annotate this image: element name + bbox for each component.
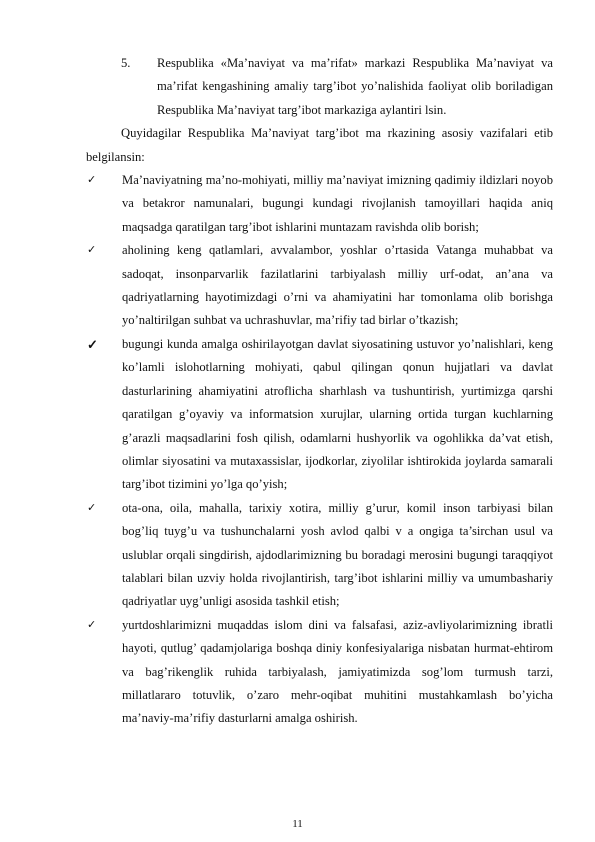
page-number: 11	[292, 818, 303, 830]
list-item	[86, 333, 553, 497]
checkmark-icon: ✓	[87, 336, 98, 352]
paragraph-text: Respublika «Ma’naviyat va ma’rifat» markazi Respublika Ma’naviyat va ma’rifat kengashining amaliy targ’ibot yo’nalishida faoliyat olib boriladigan Respublika Ma’naviyat targ’ibot markaziga aylantiri lsin.	[157, 56, 553, 117]
list-item	[86, 614, 553, 731]
list-item	[86, 169, 553, 239]
list-item-text: Ma’naviyatning ma’no-mohiyati, milliy ma’naviyat imizning qadimiy ildizlari noyob va betakror namunalari, bugungi kundagi rivojlanish tamoyillari haqida aniq maqsadga qaratilgan targ’ibot ishlarini muntazam ravishda olib borish;	[122, 173, 553, 234]
checkmark-icon: ✓	[87, 501, 97, 514]
list-item-text: aholining keng qatlamlari, avvalambor, yoshlar o’rtasida Vatanga muhabbat va sadoqat, insonparvarlik fazilatlarini tarbiyalash milliy urf-odat, an’ana va qadriyatlarning hayotimizdagi o’rni va ahamiyatini har tomonlama olib borishga yo’naltirilgan suhbat va uchrashuvlar, ma’rifiy tad birlar o’tkazish;	[122, 243, 553, 328]
numbered-paragraph-5	[86, 52, 553, 122]
paragraph-number: 5.	[121, 56, 131, 70]
list-item-text: ota-ona, oila, mahalla, tarixiy xotira, milliy g’urur, komil inson tarbiyasi bilan bog’liq tuyg’u va tushunchalarni yosh avlod qalbi v a ongiga ta’sirchan usul va uslublar orqali singdirish, ajdodlarimizning bu boradagi merosini bugungi taraqqiyot talablari bilan uzviy holda rivojlantirish, targ’ibot ishlarini milliy va umumbashariy qadriyatlar uyg’unligi asosida tashkil etish;	[122, 500, 553, 609]
task-list	[86, 169, 553, 731]
list-item	[86, 497, 553, 614]
checkmark-icon: ✓	[87, 618, 97, 631]
list-item-text: yurtdoshlarimizni muqaddas islom dini va falsafasi, aziz-avliyolarimizning ibratli hayoti, qutlug’ qadamjolariga boshqa diniy konfesiyalariga nisbatan hurmat-ehtirom va bag’rikenglik ruhida tarbiyalash, jamiyatimizda sog’lom turmush tarzi, millatlararo totuvlik, o’zaro mehr-oqibat muhitini mustahkamlash bo’yicha ma’naviy-ma’rifiy dasturlarni amalga oshirish.	[122, 617, 553, 726]
checkmark-icon: ✓	[87, 174, 97, 187]
document-page	[86, 52, 553, 731]
checkmark-icon: ✓	[87, 244, 97, 257]
list-item	[86, 239, 553, 333]
intro-paragraph: Quyidagilar Respublika Ma’naviyat targ’ibot ma rkazining asosiy vazifalari etib belgilansin:	[86, 126, 553, 164]
list-item-text: bugungi kunda amalga oshirilayotgan davlat siyosatining ustuvor yo’nalishlari, keng ko’lamli islohotlarning mohiyati, qabul qilingan qonun hujjatlari va davlat dasturlarining ahamiyatini atroflicha sharhlash va tushuntirish, yurtimizga qarshi qaratilgan g’oyaviy va informatsion xurujlar, ularning ortida turgan kuchlarning g’arazli maqsadlarini fosh qilish, odamlarni hushyorlik va ogohlikka da’vat etish, olimlar siyosatini va mutaxassislar, ijodkorlar, ziyolilar ishtirokida joylarda samarali targ’ibot tizimini yo’lga qo’yish;	[122, 336, 553, 492]
